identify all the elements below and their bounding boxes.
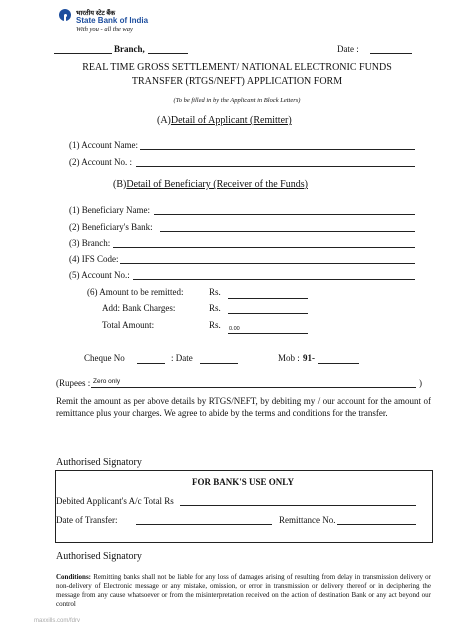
conditions-text: Conditions: Remitting banks shall not be liable for any loss of damages arising of resulting from delay in transmission delivery or non-delivery of Electronic message or any mistake, omission, or error in transmission or delivery thereof or in deciphering the message from any cause whatsoever or from the misinterpretation received on the action of destination Bank or any act beyond our control xyxy=(56,573,432,608)
total-amount-currency: Rs. xyxy=(209,320,221,330)
beneficiary-bank-label: (2) Beneficiary's Bank: xyxy=(69,222,153,232)
beneficiary-name-field[interactable] xyxy=(154,214,415,215)
rupees-in-words: Zero only xyxy=(93,378,121,385)
ifs-code-label: (4) IFS Code: xyxy=(69,254,119,264)
beneficiary-name-label: (1) Beneficiary Name: xyxy=(69,205,150,215)
amount-remit-field[interactable] xyxy=(228,298,308,299)
cheque-date-field[interactable] xyxy=(200,363,238,364)
watermark: maxxills.com/fdrv xyxy=(34,618,81,624)
logo-english: State Bank of India xyxy=(76,16,149,25)
amount-remit-label: (6) Amount to be remitted: xyxy=(87,287,184,297)
bank-charges-label: Add: Bank Charges: xyxy=(102,303,176,313)
mob-label: Mob : xyxy=(278,353,300,363)
total-amount-label: Total Amount: xyxy=(102,320,155,330)
account-no-label: (2) Account No. : xyxy=(69,157,132,167)
branch-label: Branch, xyxy=(114,44,145,54)
bank-charges-currency: Rs. xyxy=(209,303,221,313)
total-amount-field[interactable] xyxy=(228,333,308,334)
account-no-field[interactable] xyxy=(136,166,415,167)
branch-field-label: (3) Branch: xyxy=(69,238,111,248)
debited-label: Debited Applicant's A/c Total Rs xyxy=(56,496,174,506)
branch-line[interactable] xyxy=(54,53,112,54)
cheque-date-label: : Date xyxy=(171,353,193,363)
section-b-heading: (B)Detail of Beneficiary (Receiver of the Funds) xyxy=(113,179,308,190)
authorised-signatory-1: Authorised Signatory xyxy=(56,457,142,468)
mob-prefix: 91- xyxy=(303,353,315,363)
beneficiary-account-no-field[interactable] xyxy=(133,279,415,280)
date-of-transfer-label: Date of Transfer: xyxy=(56,515,118,525)
beneficiary-account-no-label: (5) Account No.: xyxy=(69,270,130,280)
ifs-code-field[interactable] xyxy=(120,263,415,264)
account-name-field[interactable] xyxy=(140,149,415,150)
amount-remit-currency: Rs. xyxy=(209,287,221,297)
declaration-text: Remit the amount as per above details by RTGS/NEFT, by debiting my / our account for the amount of remittance plus your charges. We agree to abide by the terms and conditions for the transfer. xyxy=(56,396,431,418)
mob-field[interactable] xyxy=(318,363,359,364)
branch-field[interactable] xyxy=(113,247,415,248)
form-title-line1: REAL TIME GROSS SETTLEMENT/ NATIONAL ELECTRONIC FUNDS xyxy=(82,62,392,73)
total-amount-value: 0.00 xyxy=(229,326,240,332)
rupees-field[interactable] xyxy=(91,387,416,388)
cheque-no-field[interactable] xyxy=(137,363,165,364)
date-of-transfer-field[interactable] xyxy=(136,524,272,525)
authorised-signatory-2: Authorised Signatory xyxy=(56,551,142,562)
section-a-heading: (A)Detail of Applicant (Remitter) xyxy=(157,115,292,126)
rupees-close: ) xyxy=(419,378,422,388)
logo-hindi: भारतीय स्टेट बैंक xyxy=(76,10,116,17)
date-label: Date : xyxy=(337,44,359,54)
rupees-label: (Rupees : xyxy=(56,378,91,388)
logo-tagline: With you - all the way xyxy=(76,26,133,33)
cheque-no-label: Cheque No xyxy=(84,353,125,363)
form-title-line2: TRANSFER (RTGS/NEFT) APPLICATION FORM xyxy=(131,76,343,87)
bank-charges-field[interactable] xyxy=(228,313,308,314)
remittance-no-field[interactable] xyxy=(337,524,416,525)
remittance-no-label: Remittance No. xyxy=(279,515,336,525)
date-line[interactable] xyxy=(370,53,412,54)
account-name-label: (1) Account Name: xyxy=(69,140,138,150)
form-note: (To be filled in by the Applicant in Block Letters) xyxy=(173,97,301,104)
debited-field[interactable] xyxy=(180,505,416,506)
bank-use-heading: FOR BANK'S USE ONLY xyxy=(192,477,294,487)
branch-name-line[interactable] xyxy=(148,53,188,54)
beneficiary-bank-field[interactable] xyxy=(160,231,415,232)
